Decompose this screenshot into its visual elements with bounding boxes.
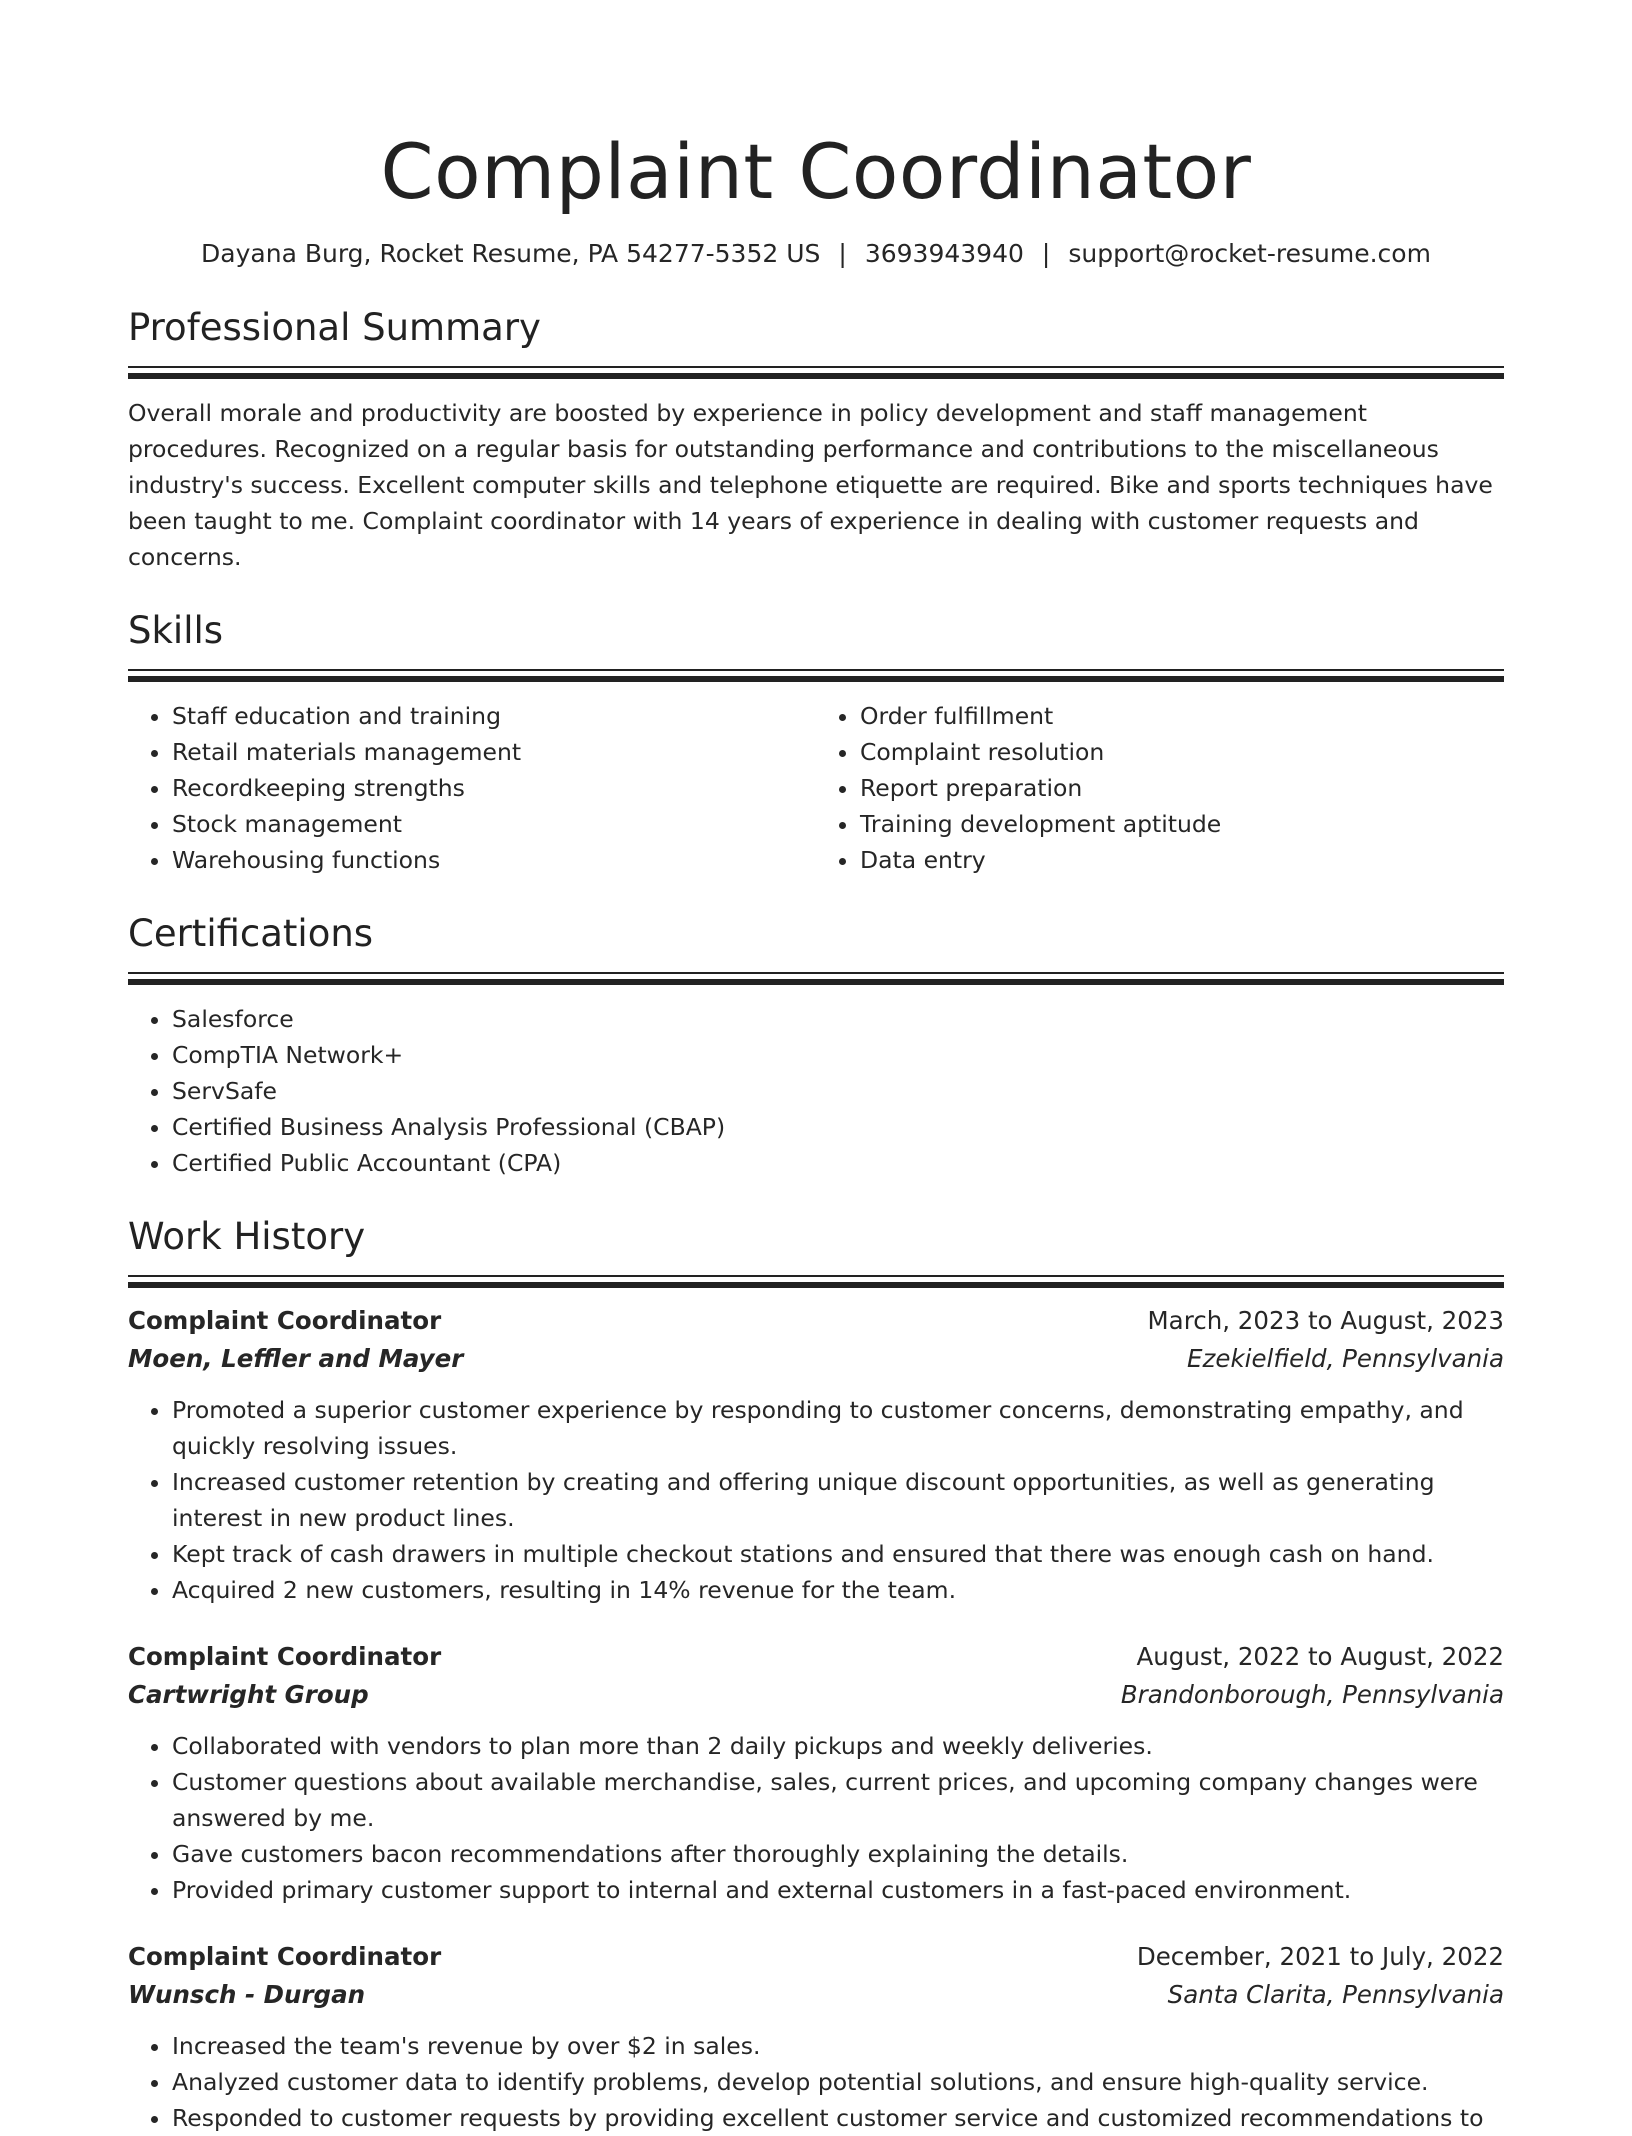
summary-text: Overall morale and productivity are boosted by experience in policy development and staff management procedures. Recognized on a regular basis for outstanding performance and contributions to the miscellaneous industry's success. Excellent computer skills and telephone etiquette are required. Bike and sports techniques have been taught to me. Complaint coordinator with 14 years of experience in dealing with customer requests and concerns. xyxy=(128,399,1493,571)
job-company: Cartwright Group xyxy=(128,1680,369,1709)
job-bullet: • Promoted a superior customer experience by responding to customer concerns, demonstrating empathy, and quickly resolving issues. xyxy=(172,1392,1504,1464)
job-bullet: • Kept track of cash drawers in multiple checkout stations and ensured that there was enough cash on hand. xyxy=(172,1536,1504,1572)
job-bullet: • Analyzed customer data to identify problems, develop potential solutions, and ensure high-quality service. xyxy=(172,2064,1504,2100)
job-bullet: • Collaborated with vendors to plan more than 2 daily pickups and weekly deliveries. xyxy=(172,1728,1504,1764)
job-location: Brandonborough, Pennsylvania xyxy=(1120,1680,1504,1709)
job-title: Complaint Coordinator xyxy=(128,1642,442,1671)
skill-item: • Report preparation xyxy=(860,770,1504,806)
job-dates: March, 2023 to August, 2023 xyxy=(1147,1306,1504,1335)
job-bullet: • Gave customers bacon recommendations after thoroughly explaining the details. xyxy=(172,1836,1504,1872)
skill-item: • Stock management xyxy=(172,806,816,842)
section-divider xyxy=(128,972,1504,985)
job-bullets xyxy=(128,1392,1504,1608)
skill-item: • Data entry xyxy=(860,842,1504,878)
contact-line xyxy=(128,236,1504,272)
job-header-row xyxy=(128,1302,1504,1340)
certifications-section xyxy=(128,910,1504,1181)
resume-title: Complaint Coordinator xyxy=(380,127,1252,216)
job-company-row xyxy=(128,1676,1504,1714)
job-title: Complaint Coordinator xyxy=(128,1306,442,1335)
job-company-row xyxy=(128,1976,1504,2014)
contact-phone: 3693943940 xyxy=(864,239,1024,268)
certifications-heading: Certifications xyxy=(128,912,374,955)
work-history-heading: Work History xyxy=(128,1215,366,1258)
skill-item: • Order fulfillment xyxy=(860,698,1504,734)
skill-item: • Recordkeeping strengths xyxy=(172,770,816,806)
resume-page xyxy=(128,0,1504,2136)
certification-item: • Certified Business Analysis Professional (CBAP) xyxy=(172,1109,1504,1145)
job-bullet: • Acquired 2 new customers, resulting in 14% revenue for the team. xyxy=(172,1572,1504,1608)
skill-item: • Staff education and training xyxy=(172,698,816,734)
job-location: Ezekielfield, Pennsylvania xyxy=(1187,1344,1504,1373)
skills-list-left xyxy=(128,698,816,878)
job-company-row xyxy=(128,1340,1504,1378)
section-divider xyxy=(128,366,1504,379)
certification-item: • Salesforce xyxy=(172,1001,1504,1037)
skills-heading: Skills xyxy=(128,609,224,652)
job-bullet: • Provided primary customer support to internal and external customers in a fast-paced environment. xyxy=(172,1872,1504,1908)
summary-section xyxy=(128,304,1504,575)
job-entry xyxy=(128,1302,1504,1608)
certification-item: • Certified Public Accountant (CPA) xyxy=(172,1145,1504,1181)
contact-email: support@rocket-resume.com xyxy=(1068,239,1431,268)
certification-item: • ServSafe xyxy=(172,1073,1504,1109)
contact-separator: | xyxy=(1041,239,1051,268)
skills-list-right xyxy=(816,698,1504,878)
section-divider xyxy=(128,1275,1504,1288)
skills-section xyxy=(128,607,1504,878)
job-bullets xyxy=(128,1728,1504,1908)
job-title: Complaint Coordinator xyxy=(128,1942,442,1971)
contact-address: Dayana Burg, Rocket Resume, PA 54277-5352 US xyxy=(201,239,821,268)
skill-item: • Complaint resolution xyxy=(860,734,1504,770)
skill-item: • Warehousing functions xyxy=(172,842,816,878)
certifications-list xyxy=(128,1001,1504,1181)
job-bullet: • Increased customer retention by creating and offering unique discount opportunities, as well as generating interest in new product lines. xyxy=(172,1464,1504,1536)
job-dates: December, 2021 to July, 2022 xyxy=(1136,1942,1504,1971)
job-company: Wunsch - Durgan xyxy=(128,1980,366,2009)
work-history-section xyxy=(128,1213,1504,2136)
job-bullet: • Customer questions about available merchandise, sales, current prices, and upcoming company changes were answered by me. xyxy=(172,1764,1504,1836)
summary-heading: Professional Summary xyxy=(128,306,541,349)
skills-columns xyxy=(128,698,1504,878)
job-dates: August, 2022 to August, 2022 xyxy=(1136,1642,1504,1671)
job-company: Moen, Leffler and Mayer xyxy=(128,1344,464,1373)
job-bullets xyxy=(128,2028,1504,2136)
job-entry xyxy=(128,1638,1504,1908)
job-location: Santa Clarita, Pennsylvania xyxy=(1167,1980,1504,2009)
certification-item: • CompTIA Network+ xyxy=(172,1037,1504,1073)
job-bullet: • Increased the team's revenue by over $2 in sales. xyxy=(172,2028,1504,2064)
section-divider xyxy=(128,669,1504,682)
skill-item: • Retail materials management xyxy=(172,734,816,770)
job-header-row xyxy=(128,1938,1504,1976)
job-entry xyxy=(128,1938,1504,2136)
skill-item: • Training development aptitude xyxy=(860,806,1504,842)
job-header-row xyxy=(128,1638,1504,1676)
job-bullet: • Responded to customer requests by providing excellent customer service and customized recommendations to xyxy=(172,2100,1504,2136)
contact-separator: | xyxy=(838,239,847,268)
